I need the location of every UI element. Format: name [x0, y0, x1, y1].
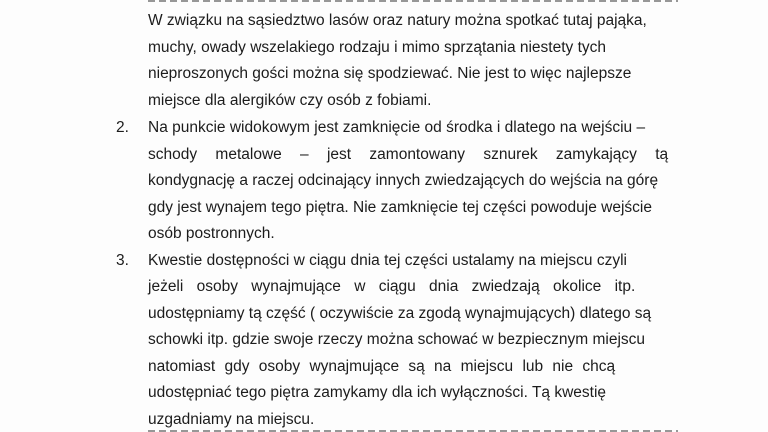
paragraph-line: kondygnację a raczej odcinający innych zwiedzających do wejścia na górę — [148, 172, 659, 189]
paragraph-line: gdy jest wynajem tego piętra. Nie zamknięcie tej części powoduje wejście — [148, 199, 652, 216]
list-number: 2. — [116, 119, 129, 136]
paragraph-line: natomiast gdy osoby wynajmujące są na miejscu lub nie chcą — [148, 358, 616, 375]
paragraph-line: Kwestie dostępności w ciągu dnia tej części ustalamy na miejscu czyli — [148, 252, 627, 269]
paragraph-line: udostępniamy tą część ( oczywiście za zgodą wynajmujących) dlatego są — [148, 305, 652, 322]
cut-off-text-top — [148, 0, 678, 2]
paragraph-line: schowki itp. gdzie swoje rzeczy można schować w bezpiecznym miejscu — [148, 331, 646, 348]
paragraph-line: Na punkcie widokowym jest zamknięcie od środka i dlatego na wejściu – — [148, 119, 646, 136]
paragraph-line: udostępniać tego piętra zamykamy dla ich wyłączności. Tą kwestię — [148, 384, 607, 401]
paragraph-line: miejsce dla alergików czy osób z fobiami. — [148, 92, 432, 109]
paragraph-line: W związku na sąsiedztwo lasów oraz natury można spotkać tutaj pająka, — [148, 12, 647, 29]
paragraph-line: nieproszonych gości można się spodziewać. Nie jest to więc najlepsze — [148, 65, 632, 82]
paragraph-line: osób postronnych. — [148, 225, 275, 242]
paragraph-line: jeżeli osoby wynajmujące w ciągu dnia zwiedzają okolice itp. — [148, 278, 636, 295]
list-number: 3. — [116, 252, 129, 269]
paragraph-line: muchy, owady wszelakiego rodzaju i mimo sprzątania niestety tych — [148, 39, 607, 56]
paragraph-line: schody metalowe – jest zamontowany sznurek zamykający tą — [148, 146, 669, 163]
paragraph-line: uzgadniamy na miejscu. — [148, 411, 315, 428]
